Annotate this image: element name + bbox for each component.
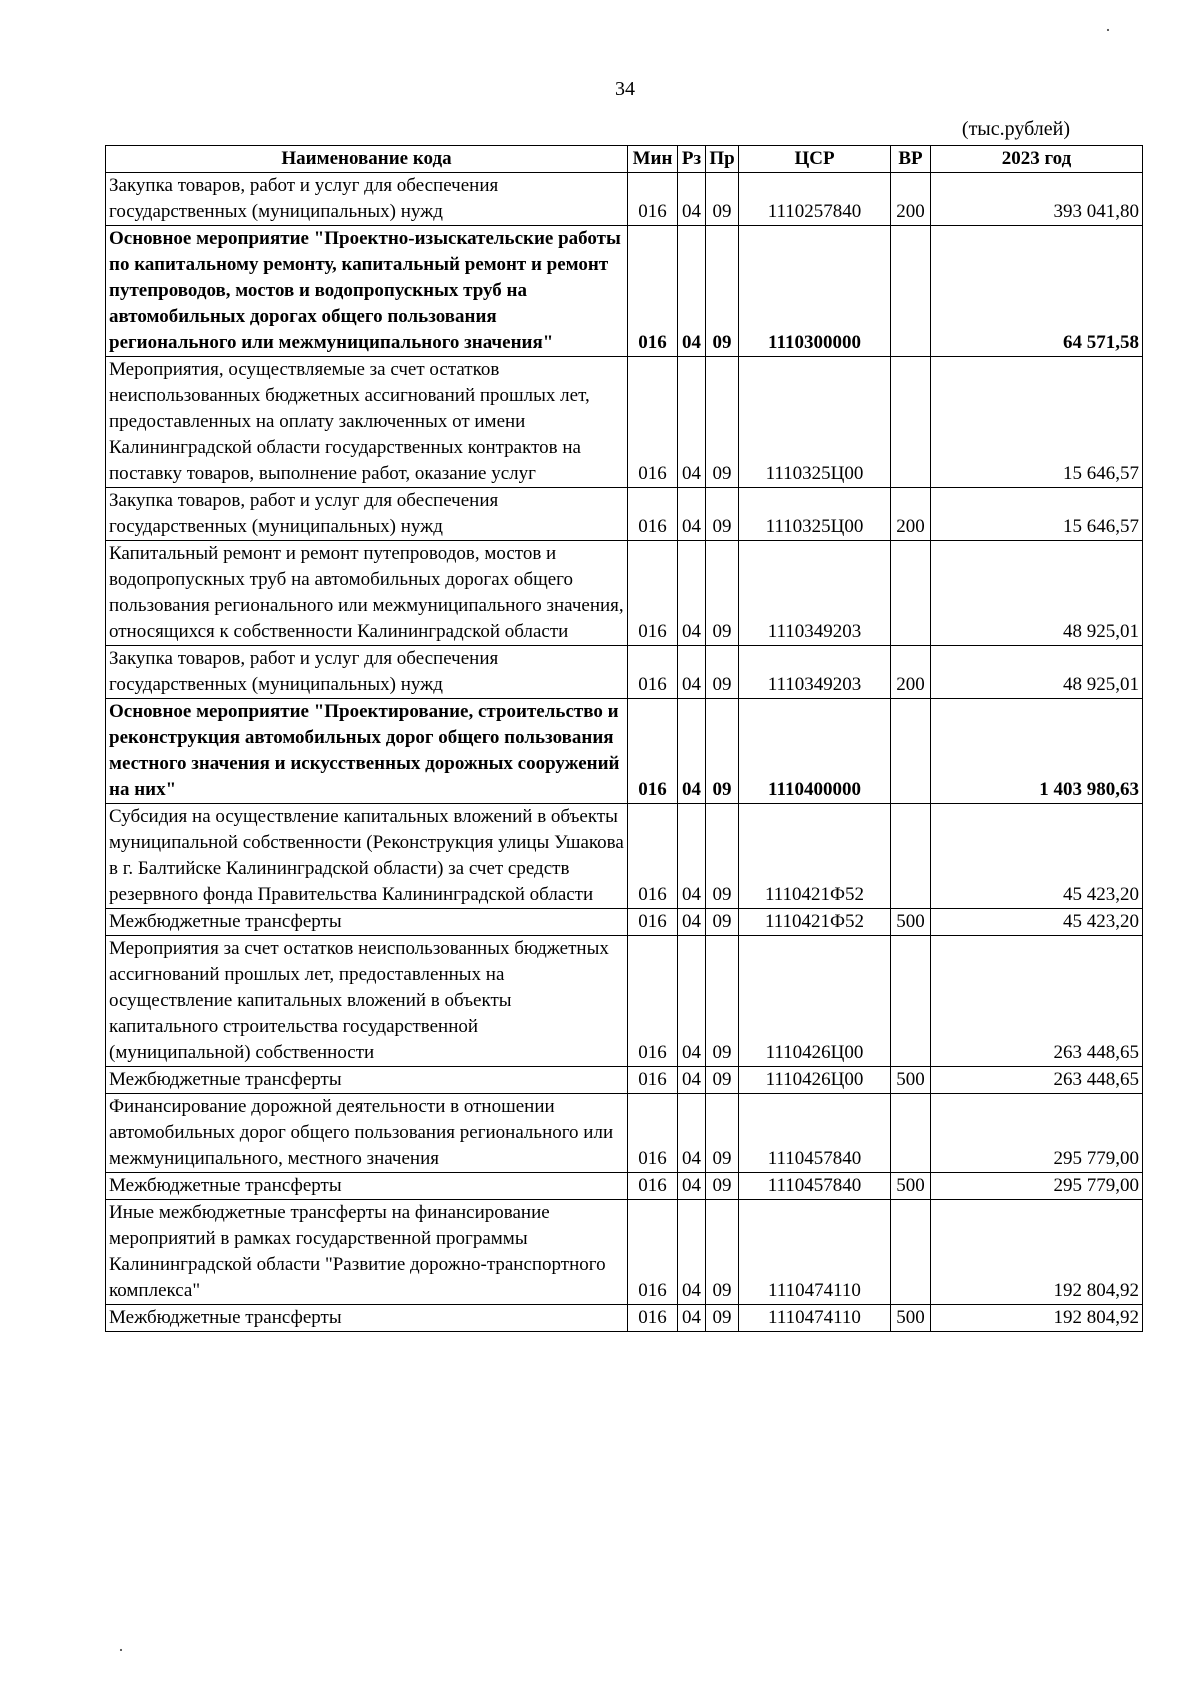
- table-row: [106, 646, 1143, 699]
- cell-pr: 09: [706, 1094, 739, 1173]
- cell-sum: 263 448,65: [931, 936, 1143, 1067]
- cell-name: Основное мероприятие "Проектирование, строительство и реконструкция автомобильных дорог общего пользования местного значения и искусственных дорожных сооружений на них": [106, 699, 628, 804]
- units-label: (тыс.рублей): [961, 118, 1070, 140]
- table-row: [106, 173, 1143, 226]
- cell-pr: 09: [706, 357, 739, 488]
- cell-rz: 04: [678, 699, 706, 804]
- cell-name: Основное мероприятие "Проектно-изыскательские работы по капитальному ремонту, капитальный ремонт и ремонт путепроводов, мостов и водопропускных труб на автомобильных дорогах общего пользования регионального или межмуниципального значения": [106, 226, 628, 357]
- cell-csr: 1110300000: [739, 226, 891, 357]
- cell-min: 016: [628, 173, 678, 226]
- cell-name: Субсидия на осуществление капитальных вложений в объекты муниципальной собственности (Реконструкция улицы Ушакова в г. Балтийске Калининградской области) за счет средств резервного фонда Правительства Калининградской области: [106, 804, 628, 909]
- cell-min: 016: [628, 357, 678, 488]
- cell-csr: 1110349203: [739, 541, 891, 646]
- cell-rz: 04: [678, 909, 706, 936]
- cell-min: 016: [628, 1305, 678, 1332]
- table-row: [106, 1305, 1143, 1332]
- cell-vr: [891, 541, 931, 646]
- cell-sum: 192 804,92: [931, 1305, 1143, 1332]
- cell-rz: 04: [678, 226, 706, 357]
- header-name: Наименование кода: [106, 146, 628, 173]
- cell-name: Мероприятия, осуществляемые за счет остатков неиспользованных бюджетных ассигнований прошлых лет, предоставленных на оплату заключенных от имени Калининградской области государственных контрактов на поставку товаров, выполнение работ, оказание услуг: [106, 357, 628, 488]
- cell-pr: 09: [706, 804, 739, 909]
- cell-rz: 04: [678, 804, 706, 909]
- table-row: [106, 909, 1143, 936]
- table-row: [106, 357, 1143, 488]
- cell-sum: 15 646,57: [931, 357, 1143, 488]
- cell-min: 016: [628, 1094, 678, 1173]
- cell-min: 016: [628, 699, 678, 804]
- table-row: [106, 226, 1143, 357]
- cell-pr: 09: [706, 936, 739, 1067]
- table-row: [106, 936, 1143, 1067]
- scan-dot: ·: [118, 1640, 124, 1660]
- cell-rz: 04: [678, 1305, 706, 1332]
- cell-sum: 64 571,58: [931, 226, 1143, 357]
- cell-min: 016: [628, 646, 678, 699]
- cell-sum: 393 041,80: [931, 173, 1143, 226]
- page-number: 34: [615, 78, 635, 100]
- cell-name: Закупка товаров, работ и услуг для обеспечения государственных (муниципальных) нужд: [106, 646, 628, 699]
- cell-min: 016: [628, 1067, 678, 1094]
- cell-name: Иные межбюджетные трансферты на финансирование мероприятий в рамках государственной программы Калининградской области "Развитие дорожно-транспортного комплекса": [106, 1200, 628, 1305]
- cell-sum: 48 925,01: [931, 541, 1143, 646]
- cell-min: 016: [628, 936, 678, 1067]
- cell-sum: 45 423,20: [931, 804, 1143, 909]
- cell-pr: 09: [706, 226, 739, 357]
- table-row: [106, 541, 1143, 646]
- cell-name: Закупка товаров, работ и услуг для обеспечения государственных (муниципальных) нужд: [106, 173, 628, 226]
- cell-sum: 295 779,00: [931, 1173, 1143, 1200]
- cell-pr: 09: [706, 1200, 739, 1305]
- cell-name: Капитальный ремонт и ремонт путепроводов, мостов и водопропускных труб на автомобильных дорогах общего пользования регионального или межмуниципального значения, относящихся к собственности Калининградской области: [106, 541, 628, 646]
- table-row: [106, 1173, 1143, 1200]
- cell-csr: 1110457840: [739, 1094, 891, 1173]
- cell-csr: 1110426Ц00: [739, 936, 891, 1067]
- cell-csr: 1110457840: [739, 1173, 891, 1200]
- header-min: Мин: [628, 146, 678, 173]
- cell-vr: [891, 357, 931, 488]
- cell-sum: 295 779,00: [931, 1094, 1143, 1173]
- cell-name: Мероприятия за счет остатков неиспользованных бюджетных ассигнований прошлых лет, предоставленных на осуществление капитальных вложений в объекты капитального строительства государственной (муниципальной) собственности: [106, 936, 628, 1067]
- cell-pr: 09: [706, 1173, 739, 1200]
- cell-vr: 200: [891, 488, 931, 541]
- cell-vr: 500: [891, 909, 931, 936]
- cell-pr: 09: [706, 541, 739, 646]
- cell-csr: 1110325Ц00: [739, 488, 891, 541]
- cell-vr: 500: [891, 1173, 931, 1200]
- cell-min: 016: [628, 1173, 678, 1200]
- cell-vr: 200: [891, 646, 931, 699]
- table-row: [106, 488, 1143, 541]
- cell-name: Межбюджетные трансферты: [106, 1305, 628, 1332]
- cell-rz: 04: [678, 936, 706, 1067]
- table-row: [106, 804, 1143, 909]
- cell-sum: 192 804,92: [931, 1200, 1143, 1305]
- cell-min: 016: [628, 226, 678, 357]
- cell-rz: 04: [678, 1067, 706, 1094]
- cell-pr: 09: [706, 173, 739, 226]
- budget-table: [105, 145, 1143, 1332]
- cell-name: Финансирование дорожной деятельности в отношении автомобильных дорог общего пользования регионального или межмуниципального, местного значения: [106, 1094, 628, 1173]
- cell-pr: 09: [706, 1305, 739, 1332]
- cell-pr: 09: [706, 488, 739, 541]
- cell-sum: 1 403 980,63: [931, 699, 1143, 804]
- cell-name: Межбюджетные трансферты: [106, 1173, 628, 1200]
- table-row: [106, 699, 1143, 804]
- cell-vr: 500: [891, 1067, 931, 1094]
- cell-min: 016: [628, 1200, 678, 1305]
- header-csr: ЦСР: [739, 146, 891, 173]
- cell-min: 016: [628, 541, 678, 646]
- table-row: [106, 1094, 1143, 1173]
- header-rz: Рз: [678, 146, 706, 173]
- cell-vr: [891, 1094, 931, 1173]
- header-vr: ВР: [891, 146, 931, 173]
- header-pr: Пр: [706, 146, 739, 173]
- cell-rz: 04: [678, 1094, 706, 1173]
- cell-csr: 1110257840: [739, 173, 891, 226]
- cell-sum: 45 423,20: [931, 909, 1143, 936]
- cell-rz: 04: [678, 646, 706, 699]
- cell-rz: 04: [678, 357, 706, 488]
- cell-vr: [891, 1200, 931, 1305]
- cell-csr: 1110426Ц00: [739, 1067, 891, 1094]
- scan-dot: ·: [1105, 20, 1111, 40]
- table-header-row: [106, 146, 1143, 173]
- cell-csr: 1110474110: [739, 1200, 891, 1305]
- cell-pr: 09: [706, 699, 739, 804]
- cell-sum: 263 448,65: [931, 1067, 1143, 1094]
- cell-vr: [891, 804, 931, 909]
- cell-rz: 04: [678, 541, 706, 646]
- cell-csr: 1110400000: [739, 699, 891, 804]
- cell-csr: 1110474110: [739, 1305, 891, 1332]
- cell-name: Закупка товаров, работ и услуг для обеспечения государственных (муниципальных) нужд: [106, 488, 628, 541]
- cell-vr: [891, 936, 931, 1067]
- cell-pr: 09: [706, 1067, 739, 1094]
- cell-rz: 04: [678, 173, 706, 226]
- cell-sum: 15 646,57: [931, 488, 1143, 541]
- cell-vr: [891, 699, 931, 804]
- cell-name: Межбюджетные трансферты: [106, 909, 628, 936]
- cell-vr: 200: [891, 173, 931, 226]
- cell-rz: 04: [678, 1200, 706, 1305]
- cell-min: 016: [628, 909, 678, 936]
- cell-vr: [891, 226, 931, 357]
- cell-csr: 1110421Ф52: [739, 804, 891, 909]
- cell-pr: 09: [706, 646, 739, 699]
- cell-rz: 04: [678, 488, 706, 541]
- cell-csr: 1110349203: [739, 646, 891, 699]
- cell-csr: 1110421Ф52: [739, 909, 891, 936]
- cell-min: 016: [628, 488, 678, 541]
- cell-rz: 04: [678, 1173, 706, 1200]
- table-row: [106, 1067, 1143, 1094]
- table-body: [106, 173, 1143, 1332]
- cell-csr: 1110325Ц00: [739, 357, 891, 488]
- cell-vr: 500: [891, 1305, 931, 1332]
- table-row: [106, 1200, 1143, 1305]
- cell-name: Межбюджетные трансферты: [106, 1067, 628, 1094]
- cell-sum: 48 925,01: [931, 646, 1143, 699]
- header-year: 2023 год: [931, 146, 1143, 173]
- cell-min: 016: [628, 804, 678, 909]
- cell-pr: 09: [706, 909, 739, 936]
